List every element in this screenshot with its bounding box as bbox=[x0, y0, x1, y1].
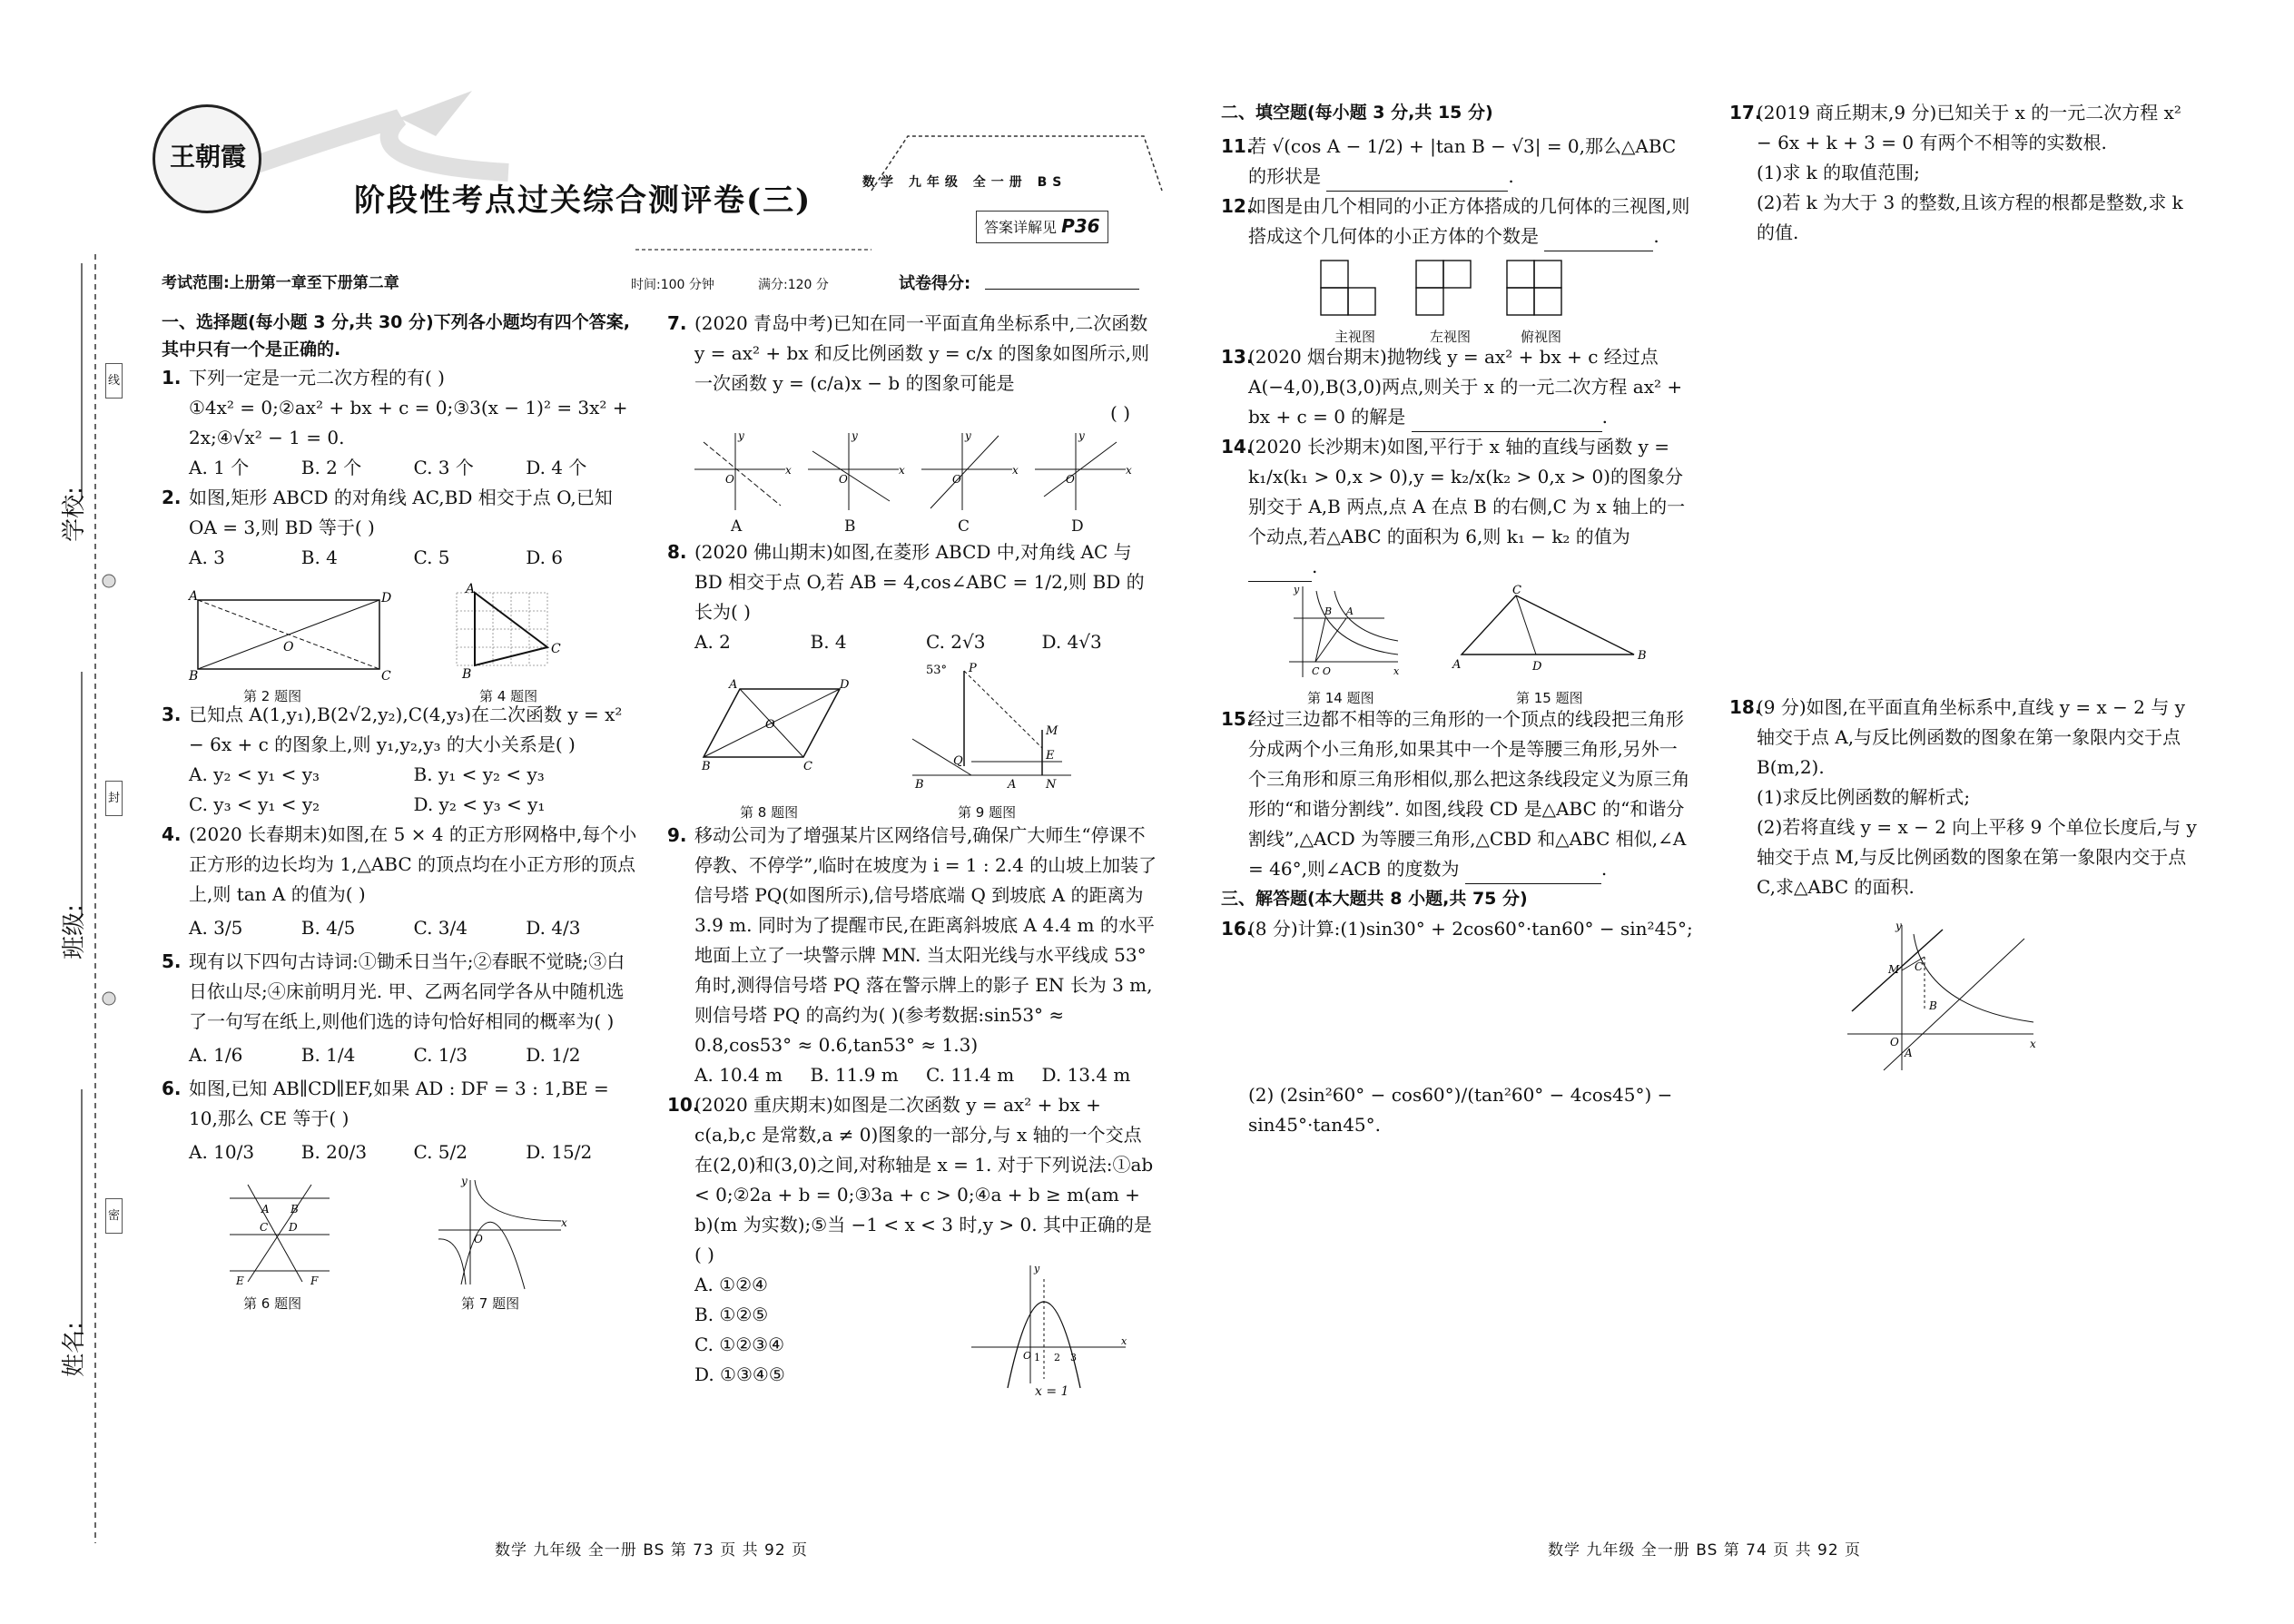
q5-options bbox=[162, 1040, 638, 1070]
class-label: 班级: bbox=[60, 904, 88, 960]
question-18 bbox=[1729, 693, 2201, 902]
q18-sub2: (2)若将直线 y = x − 2 向上平移 9 个单位长度后,与 y 轴交于点 M,与反比例函数的图象在第一象限内交于点 C,求△ABC 的面积. bbox=[1757, 816, 2197, 898]
q17-sub2: (2)若 k 为大于 3 的整数,且该方程的根都是整数,求 k 的值. bbox=[1757, 192, 2183, 243]
q1-body: ①4x² = 0;②ax² + bx + c = 0;③3(x − 1)² = 3x² + 2x;④√x² − 1 = 0. bbox=[189, 397, 628, 448]
score-blank[interactable] bbox=[985, 289, 1139, 290]
svg-text:O: O bbox=[1890, 1036, 1899, 1048]
svg-text:B: B bbox=[290, 1203, 299, 1216]
q11-number: 11. bbox=[1221, 135, 1254, 157]
q9-option-b[interactable]: B. 11.9 m bbox=[810, 1064, 899, 1086]
svg-text:C: C bbox=[260, 1221, 269, 1234]
q9-option-a[interactable]: A. 10.4 m bbox=[694, 1064, 783, 1086]
q1-option-d[interactable]: D. 4 个 bbox=[526, 457, 587, 478]
q12-number: 12. bbox=[1221, 195, 1254, 217]
q3-option-b[interactable]: B. y₁ < y₂ < y₃ bbox=[413, 763, 545, 785]
q13-text: (2020 烟台期末)抛物线 y = ax² + bx + c 经过点 A(−4,0),B(3,0)两点,则关于 x 的一元二次方程 ax² + bx + c = 0 的解是 bbox=[1248, 346, 1683, 428]
question-16 bbox=[1221, 914, 1693, 944]
q4-option-c[interactable]: C. 3/4 bbox=[413, 917, 468, 939]
q18-text: (9 分)如图,在平面直角坐标系中,直线 y = x − 2 与 y 轴交于点 A,与反比例函数的图象在第一象限内交于点 B(m,2). bbox=[1757, 696, 2186, 778]
cut-mark-secret: 密 bbox=[105, 1198, 123, 1234]
q17-answer-space[interactable] bbox=[1729, 248, 2201, 693]
section-1-heading: 一、选择题(每小题 3 分,共 30 分)下列各小题均有四个答案,其中只有一个是正确的. bbox=[162, 312, 630, 359]
q10-option-c[interactable]: C. ①②③④ bbox=[694, 1334, 785, 1355]
question-4 bbox=[162, 820, 638, 910]
figure-8-rhombus bbox=[704, 675, 849, 775]
svg-text:C: C bbox=[1915, 960, 1924, 973]
figure-7-caption: 第 7 题图 bbox=[461, 1295, 520, 1312]
question-6 bbox=[162, 1074, 638, 1134]
figure-18-graph bbox=[1843, 920, 2043, 1075]
question-14 bbox=[1221, 432, 1693, 582]
q8-option-a[interactable]: A. 2 bbox=[694, 631, 731, 653]
q14-blank[interactable] bbox=[1248, 562, 1312, 582]
svg-text:A: A bbox=[466, 582, 476, 596]
svg-text:B: B bbox=[702, 760, 711, 773]
q12-left-view-label: 左视图 bbox=[1430, 329, 1472, 345]
section-2-heading: 二、填空题(每小题 3 分,共 15 分) bbox=[1221, 103, 1493, 123]
exam-time: 时间:100 分钟 bbox=[631, 278, 714, 292]
q16-part1: (8 分)计算:(1)sin30° + 2cos60°·tan60° − sin²45°; bbox=[1248, 918, 1693, 940]
q6-option-b[interactable]: B. 20/3 bbox=[300, 1141, 368, 1163]
q5-option-c[interactable]: C. 1/3 bbox=[413, 1044, 468, 1066]
figure-2-caption: 第 2 题图 bbox=[243, 688, 302, 704]
svg-text:E: E bbox=[236, 1275, 244, 1287]
svg-text:C: C bbox=[381, 669, 391, 684]
score-label: 试卷得分: bbox=[899, 274, 971, 293]
q15-end: . bbox=[1600, 858, 1608, 880]
q2-option-a[interactable]: A. 3 bbox=[189, 546, 225, 568]
q2-option-b[interactable]: B. 4 bbox=[300, 546, 338, 568]
q8-option-b[interactable]: B. 4 bbox=[810, 631, 847, 653]
question-17 bbox=[1729, 98, 2201, 248]
question-11 bbox=[1221, 132, 1693, 192]
q5-option-a[interactable]: A. 1/6 bbox=[189, 1044, 243, 1066]
q9-number: 9. bbox=[667, 824, 687, 846]
question-8 bbox=[667, 537, 1157, 627]
q10-option-d[interactable]: D. ①③④⑤ bbox=[694, 1363, 785, 1385]
q6-option-a[interactable]: A. 10/3 bbox=[189, 1141, 255, 1163]
column-2 bbox=[667, 309, 1157, 1397]
svg-text:y: y bbox=[1895, 920, 1902, 932]
q7-text: (2020 青岛中考)已知在同一平面直角坐标系中,二次函数 y = ax² + bx 和反比例函数 y = c/x 的图象如图所示,则一次函数 y = (c/a)x − b 的图象可能是 bbox=[694, 312, 1149, 394]
svg-text:D: D bbox=[1532, 660, 1542, 674]
q7-option-graphs bbox=[694, 428, 1148, 515]
q12-blank[interactable] bbox=[1544, 231, 1653, 251]
q12-three-views bbox=[1221, 251, 1693, 345]
q2-options bbox=[162, 543, 638, 573]
school-label: 学校: bbox=[60, 487, 88, 542]
svg-text:O: O bbox=[839, 473, 848, 486]
answer-ref-box bbox=[976, 211, 1108, 243]
question-5 bbox=[162, 947, 638, 1037]
svg-text:B: B bbox=[462, 667, 472, 682]
svg-text:B: B bbox=[915, 778, 924, 792]
q8-number: 8. bbox=[667, 541, 687, 563]
svg-text:Q: Q bbox=[953, 754, 963, 768]
footer-left: 数学 九年级 全一册 BS 第 73 页 共 92 页 bbox=[495, 1541, 809, 1560]
q1-option-c[interactable]: C. 3 个 bbox=[413, 457, 474, 478]
svg-text:A: A bbox=[261, 1203, 270, 1216]
svg-text:C: C bbox=[803, 760, 812, 773]
q4-options bbox=[162, 913, 638, 943]
q2-number: 2. bbox=[162, 487, 182, 508]
svg-text:x: x bbox=[785, 464, 792, 477]
figures-6-7 bbox=[162, 1171, 638, 1312]
svg-text:y: y bbox=[965, 429, 971, 442]
q16-number: 16. bbox=[1221, 918, 1254, 940]
q7-number: 7. bbox=[667, 312, 687, 334]
question-7 bbox=[667, 309, 1157, 428]
svg-text:3: 3 bbox=[1070, 1352, 1077, 1363]
q3-text: 已知点 A(1,y₁),B(2√2,y₂),C(4,y₃)在二次函数 y = x² − 6x + c 的图象上,则 y₁,y₂,y₃ 的大小关系是( ) bbox=[189, 704, 623, 755]
figure-6-parallel-lines bbox=[225, 1180, 334, 1289]
q15-number: 15. bbox=[1221, 708, 1254, 730]
q12-top-view-label: 俯视图 bbox=[1521, 329, 1562, 345]
figure-9-caption: 第 9 题图 bbox=[958, 804, 1017, 821]
figure-15-caption: 第 15 题图 bbox=[1516, 690, 1583, 706]
svg-text:A: A bbox=[1346, 605, 1354, 617]
binding-strip bbox=[45, 254, 127, 1543]
svg-text:x: x bbox=[1393, 665, 1400, 677]
q9-option-c[interactable]: C. 11.4 m bbox=[926, 1064, 1015, 1086]
figures-8-9 bbox=[667, 657, 1157, 821]
svg-text:O: O bbox=[952, 473, 961, 486]
q16-part2: (2) (2sin²60° − cos60°)/(tan²60° − 4cos45°) − sin45°·tan45°. bbox=[1248, 1084, 1673, 1136]
q10-text: (2020 重庆期末)如图是二次函数 y = ax² + bx + c(a,b,c 是常数,a ≠ 0)图象的一部分,与 x 轴的一个交点在(2,0)和(3,0)之间,对称轴是 x = 1. 对于下列说法:①ab < 0;②2a + b = 0;③3a + c > 0;④a + b ≥ m(am + b)(m 为实数);⑤当 −1 < x < 3 时,y > 0. 其中正确的是( ) bbox=[694, 1094, 1154, 1265]
q9-option-d[interactable]: D. 13.4 m bbox=[1041, 1064, 1131, 1086]
svg-text:A: A bbox=[1452, 658, 1462, 672]
q10-number: 10. bbox=[667, 1094, 700, 1116]
q15-text: 经过三边都不相等的三角形的一个顶点的线段把三角形分成两个小三角形,如果其中一个是等腰三角形,另外一个三角形和原三角形相似,那么把这条线段定义为原三角形的“和谐分割线”. 如图,线段 CD 是△ABC 的“和谐分割线”,△ACD 为等腰三角形,△CBD 和△ABC 相似,∠A = 46°,则∠ACB 的度数为 bbox=[1248, 708, 1690, 880]
figure-14-caption: 第 14 题图 bbox=[1307, 690, 1374, 706]
q11-text: 若 √(cos A − 1/2) + |tan B − √3| = 0,那么△ABC 的形状是 bbox=[1248, 135, 1677, 187]
q11-blank[interactable] bbox=[1326, 172, 1508, 192]
svg-text:O: O bbox=[725, 473, 734, 486]
name-label: 姓名: bbox=[60, 1322, 88, 1377]
q1-text: 下列一定是一元二次方程的有( ) bbox=[189, 367, 445, 389]
q18-number: 18. bbox=[1729, 696, 1762, 718]
q7-graph-a-label[interactable]: A bbox=[731, 517, 743, 536]
q6-text: 如图,已知 AB∥CD∥EF,如果 AD : DF = 3 : 1,BE = 10,那么 CE 等于( ) bbox=[189, 1078, 609, 1129]
q1-option-b[interactable]: B. 2 个 bbox=[300, 457, 362, 478]
svg-text:M: M bbox=[1046, 724, 1058, 738]
q5-option-b[interactable]: B. 1/4 bbox=[300, 1044, 356, 1066]
question-12 bbox=[1221, 192, 1693, 251]
svg-text:O: O bbox=[474, 1233, 483, 1245]
figure-4-grid bbox=[448, 584, 584, 693]
q3-option-a[interactable]: A. y₂ < y₁ < y₃ bbox=[189, 763, 320, 785]
footer-right: 数学 九年级 全一册 BS 第 74 页 共 92 页 bbox=[1548, 1541, 1862, 1560]
column-3 bbox=[1221, 98, 1693, 1140]
svg-text:D: D bbox=[381, 591, 392, 605]
svg-text:y: y bbox=[1034, 1263, 1040, 1275]
q4-option-b[interactable]: B. 4/5 bbox=[300, 917, 356, 939]
q14-text: (2020 长沙期末)如图,平行于 x 轴的直线与函数 y = k₁/x(k₁ > 0,x > 0),y = k₂/x(k₂ > 0,x > 0)的图象分别交于 A,B 两点,点 A 在点 B 的右侧,C 为 x 轴上的一个动点,若△ABC 的面积为 6,则 k₁ − k₂ 的值为 bbox=[1248, 436, 1686, 547]
q5-number: 5. bbox=[162, 950, 182, 972]
q2-option-d[interactable]: D. 6 bbox=[526, 546, 564, 568]
q7-graph-c-label[interactable]: C bbox=[958, 517, 970, 536]
svg-text:O: O bbox=[283, 640, 294, 655]
logo-text: 王朝霞 bbox=[170, 142, 247, 172]
svg-text:C: C bbox=[1512, 584, 1521, 597]
svg-text:x: x bbox=[1012, 464, 1019, 477]
q6-number: 6. bbox=[162, 1078, 182, 1099]
q4-option-a[interactable]: A. 3/5 bbox=[189, 917, 243, 939]
svg-text:O: O bbox=[1066, 473, 1075, 486]
svg-text:y: y bbox=[461, 1175, 468, 1187]
q7-graph-b-label[interactable]: B bbox=[844, 517, 856, 536]
figure-2-rectangle bbox=[189, 589, 392, 684]
svg-text:O: O bbox=[765, 718, 775, 732]
figure-6-caption: 第 6 题图 bbox=[243, 1295, 302, 1312]
figures-14-15 bbox=[1221, 582, 1693, 704]
svg-text:D: D bbox=[289, 1221, 298, 1234]
q13-number: 13. bbox=[1221, 346, 1254, 368]
question-2 bbox=[162, 483, 638, 543]
exam-scope: 考试范围:上册第一章至下册第二章 bbox=[162, 274, 399, 292]
q4-number: 4. bbox=[162, 823, 182, 845]
q17-text: (2019 商丘期末,9 分)已知关于 x 的一元二次方程 x² − 6x + k + 3 = 0 有两个不相等的实数根. bbox=[1757, 102, 2181, 153]
svg-text:1: 1 bbox=[1034, 1352, 1040, 1363]
logo bbox=[153, 104, 261, 213]
question-10 bbox=[667, 1090, 1157, 1270]
full-score: 满分:120 分 bbox=[758, 278, 829, 292]
q6-options bbox=[162, 1137, 638, 1167]
q14-number: 14. bbox=[1221, 436, 1254, 458]
svg-text:M: M bbox=[1888, 963, 1900, 976]
figures-2-4 bbox=[162, 573, 638, 704]
answer-ref-label: 答案详解见 bbox=[984, 219, 1058, 236]
q8-option-d[interactable]: D. 4√3 bbox=[1041, 631, 1102, 653]
svg-text:y: y bbox=[1294, 584, 1300, 595]
question-1 bbox=[162, 363, 638, 453]
q2-option-c[interactable]: C. 5 bbox=[413, 546, 450, 568]
q4-text: (2020 长春期末)如图,在 5 × 4 的正方形网格中,每个小正方形的边长均为 1,△ABC 的顶点均在小正方形的顶点上,则 tan A 的值为( ) bbox=[189, 823, 637, 905]
svg-text:y: y bbox=[852, 429, 858, 442]
q10-option-a[interactable]: A. ①②④ bbox=[694, 1274, 768, 1295]
q1-options bbox=[162, 453, 638, 483]
q10-options bbox=[694, 1270, 785, 1390]
svg-text:B: B bbox=[1324, 605, 1333, 617]
q3-option-c[interactable]: C. y₃ < y₁ < y₂ bbox=[189, 793, 320, 815]
svg-text:x: x bbox=[2030, 1038, 2036, 1050]
svg-text:y: y bbox=[738, 429, 744, 442]
q18-sub1: (1)求反比例函数的解析式; bbox=[1757, 786, 1971, 808]
svg-text:A: A bbox=[1905, 1047, 1913, 1059]
q15-blank[interactable] bbox=[1465, 864, 1601, 884]
figure-15-triangle bbox=[1452, 586, 1652, 677]
svg-text:N: N bbox=[1046, 778, 1057, 792]
q10-options-area bbox=[667, 1263, 1157, 1399]
q7-paren: ( ) bbox=[1110, 402, 1130, 424]
svg-text:C O: C O bbox=[1312, 665, 1331, 677]
q10-option-b[interactable]: B. ①②⑤ bbox=[694, 1304, 769, 1325]
q10-axis-label: x = 1 bbox=[1035, 1384, 1069, 1399]
q5-option-d[interactable]: D. 1/2 bbox=[526, 1044, 581, 1066]
q12-view-drawings bbox=[1303, 256, 1575, 320]
q7-graphs bbox=[667, 428, 1157, 537]
q8-options bbox=[667, 627, 1157, 657]
section-3-heading: 三、解答题(本大题共 8 小题,共 75 分) bbox=[1221, 889, 1528, 909]
svg-text:A: A bbox=[1008, 778, 1017, 792]
svg-text:A: A bbox=[729, 678, 738, 692]
q1-option-a[interactable]: A. 1 个 bbox=[189, 457, 250, 478]
column-1 bbox=[162, 309, 638, 1312]
svg-text:E: E bbox=[1046, 749, 1055, 763]
q12-end: . bbox=[1653, 225, 1659, 247]
svg-text:A: A bbox=[189, 589, 199, 604]
svg-text:B: B bbox=[189, 669, 199, 684]
q12-text: 如图是由几个相同的小正方体搭成的几何体的三视图,则搭成这个几何体的小正方体的个数是 bbox=[1248, 195, 1690, 247]
svg-text:P: P bbox=[969, 662, 977, 675]
q8-text: (2020 佛山期末)如图,在菱形 ABCD 中,对角线 AC 与 BD 相交于点 O,若 AB = 4,cos∠ABC = 1/2,则 BD 的长为( ) bbox=[694, 541, 1145, 623]
q8-option-c[interactable]: C. 2√3 bbox=[926, 631, 986, 653]
svg-text:y: y bbox=[1078, 429, 1085, 442]
svg-text:O: O bbox=[1023, 1350, 1032, 1362]
q4-option-d[interactable]: D. 4/3 bbox=[526, 917, 581, 939]
q6-option-d[interactable]: D. 15/2 bbox=[526, 1141, 593, 1163]
q3-option-d[interactable]: D. y₂ < y₃ < y₁ bbox=[413, 793, 546, 815]
question-13 bbox=[1221, 342, 1693, 432]
svg-text:53°: 53° bbox=[926, 664, 948, 677]
q9-text: 移动公司为了增强某片区网络信号,确保广大师生“停课不停教、不停学”,临时在坡度为 i = 1 : 2.4 的山坡上加装了信号塔 PQ(如图所示),信号塔底端 Q 到坡底 A 的距离为 3.9 m. 同时为了提醒市民,在距离斜坡底 A 4.4 m 的水平地面上立了一块警示牌 MN. 当太阳光线与水平线成 53°角时,测得信号塔 PQ 落在警示牌上的影子 EN 长为 3 m,则信号塔 PQ 的高约为( )(参考数据:sin53° ≈ 0.8,cos53° ≈ 0.6,tan53° ≈ 1.3) bbox=[694, 824, 1157, 1056]
cut-mark-line: 线 bbox=[105, 363, 123, 399]
figure-14-graph bbox=[1285, 582, 1403, 682]
cut-mark-seal: 封 bbox=[105, 781, 123, 816]
q1-number: 1. bbox=[162, 367, 182, 389]
q13-blank[interactable] bbox=[1412, 412, 1602, 432]
q13-end: . bbox=[1601, 406, 1609, 428]
answer-ref-page: P36 bbox=[1061, 215, 1100, 237]
figure-4-caption: 第 4 题图 bbox=[479, 688, 538, 704]
q14-end: . bbox=[1312, 556, 1318, 577]
svg-text:F: F bbox=[310, 1275, 319, 1287]
q5-text: 现有以下四句古诗词:①锄禾日当午;②春眠不觉晓;③白日依山尽;④床前明月光. 甲、乙两名同学各从中随机选了一句写在纸上,则他们选的诗句恰好相同的概率为( ) bbox=[189, 950, 625, 1032]
q3-options-row2 bbox=[162, 790, 638, 820]
svg-text:B: B bbox=[1638, 649, 1647, 663]
subject-bar: 数学 九年级 全一册 BS bbox=[862, 175, 1068, 190]
svg-text:D: D bbox=[840, 678, 850, 692]
svg-text:C: C bbox=[551, 642, 561, 656]
svg-text:2: 2 bbox=[1054, 1352, 1060, 1363]
svg-text:x: x bbox=[1126, 464, 1132, 477]
figure-8-caption: 第 8 题图 bbox=[740, 804, 799, 821]
q2-text: 如图,矩形 ABCD 的对角线 AC,BD 相交于点 O,已知 OA = 3,则 BD 等于( ) bbox=[189, 487, 613, 538]
q6-option-c[interactable]: C. 5/2 bbox=[413, 1141, 468, 1163]
q12-front-view-label: 主视图 bbox=[1334, 329, 1376, 345]
figure-7-graph bbox=[434, 1176, 570, 1294]
q3-options-row1 bbox=[162, 760, 638, 790]
figure-9-signal-tower bbox=[908, 657, 1089, 793]
question-9 bbox=[667, 821, 1157, 1060]
column-4 bbox=[1729, 98, 2201, 1084]
svg-text:x: x bbox=[1121, 1335, 1127, 1347]
question-3 bbox=[162, 700, 638, 760]
q16-answer-space[interactable] bbox=[1221, 944, 1693, 1080]
svg-text:x: x bbox=[899, 464, 905, 477]
q17-sub1: (1)求 k 的取值范围; bbox=[1757, 162, 1920, 183]
question-15 bbox=[1221, 704, 1693, 884]
q3-number: 3. bbox=[162, 704, 182, 725]
q11-end: . bbox=[1508, 165, 1514, 187]
svg-text:B: B bbox=[1929, 999, 1937, 1012]
q9-options bbox=[667, 1060, 1157, 1090]
q17-number: 17. bbox=[1729, 102, 1762, 123]
page-title: 阶段性考点过关综合测评卷(三) bbox=[354, 182, 812, 219]
q7-graph-d-label[interactable]: D bbox=[1071, 517, 1084, 536]
svg-text:x: x bbox=[561, 1216, 567, 1229]
